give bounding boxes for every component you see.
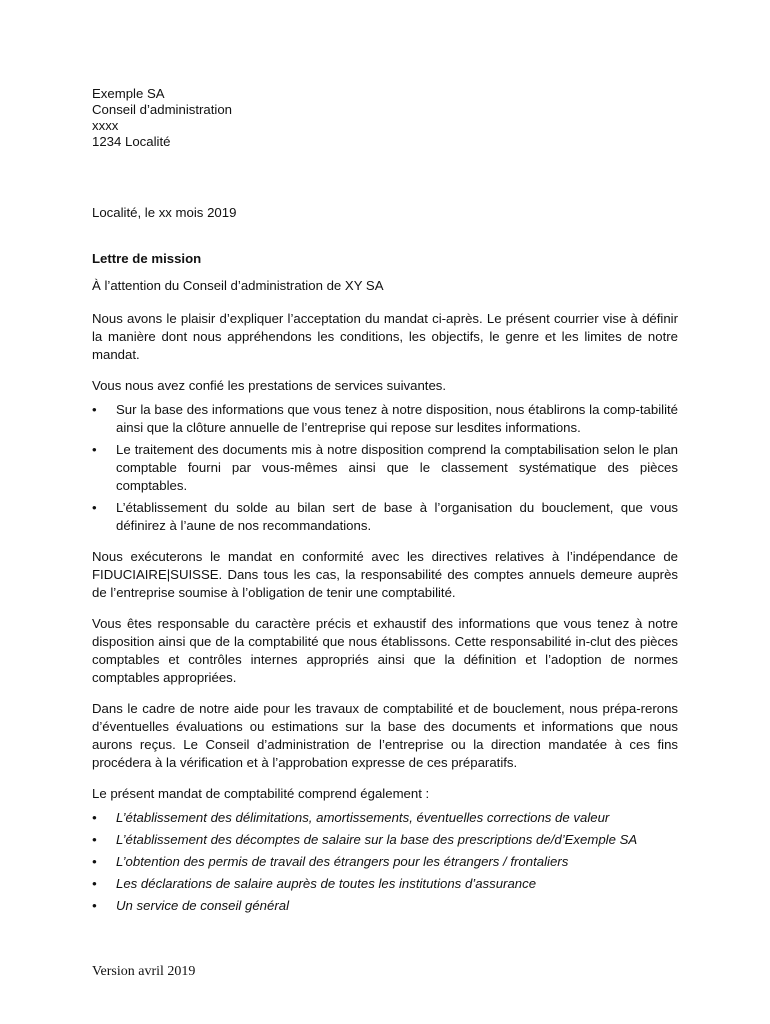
list-item: • Un service de conseil général xyxy=(92,898,289,913)
bullet-icon: • xyxy=(92,854,97,869)
bullet-icon: • xyxy=(92,832,97,847)
paragraph-responsibility: Vous êtes responsable du caractère précis et exhaustif des informations que vous tenez à notre disposition ainsi que de la comptabilité que nous établissons. Cette responsabilité in-clut des pièces comptables et contrôles internes appropriés ainsi que la définition et l’adoption de normes comptables appropriées. xyxy=(92,616,678,685)
bullet-icon: • xyxy=(92,442,97,457)
address-street: xxxx xyxy=(92,118,119,133)
address-city: 1234 Localité xyxy=(92,134,171,149)
services-list xyxy=(92,401,678,535)
services-intro: Vous nous avez confié les prestations de services suivantes. xyxy=(92,378,447,393)
list-item: • L’établissement des délimitations, amortissements, éventuelles corrections de valeur xyxy=(92,810,610,825)
paragraph-intro: Nous avons le plaisir d’expliquer l’acceptation du mandat ci-après. Le présent courrier vise à définir la manière dont nous appréhendons les conditions, les objectifs, le genre et les limites de notre mandat. xyxy=(92,311,678,362)
address-company: Exemple SA xyxy=(92,86,165,101)
page-footer: Version avril 2019 xyxy=(92,964,196,979)
letter-page xyxy=(92,86,678,928)
paragraph-estimates: Dans le cadre de notre aide pour les travaux de comptabilité et de bouclement, nous prépa-rerons d’éventuelles évaluations ou estimations sur la base des documents et informations que nous aurons reçus. Le Conseil d’administration de l’entreprise ou la direction mandatée à ces fins procédera à la vérification et à l’approbation expresse de ces préparatifs. xyxy=(92,701,678,770)
list-item: • Sur la base des informations que vous tenez à notre disposition, nous établirons la comp-tabilité ainsi que la clôture annuelle de l’entreprise qui repose sur lesdites informations. xyxy=(92,402,678,435)
bullet-icon: • xyxy=(92,402,97,417)
mandate-intro: Le présent mandat de comptabilité comprend également : xyxy=(92,786,430,801)
bullet-icon: • xyxy=(92,876,97,891)
list-item: • L’établissement du solde au bilan sert de base à l’organisation du bouclement, que vous définirez à l’aune de nos recommandations. xyxy=(92,500,678,533)
list-item: • Le traitement des documents mis à notre disposition comprend la comptabilisation selon le plan comptable fourni par vous-mêmes ainsi que le classement systématique des pièces comptables. xyxy=(92,442,678,493)
attention-line: À l’attention du Conseil d’administration de XY SA xyxy=(92,278,384,293)
list-item: • Les déclarations de salaire auprès de toutes les institutions d’assurance xyxy=(92,876,537,891)
list-item: • L’obtention des permis de travail des étrangers pour les étrangers / frontaliers xyxy=(92,854,569,869)
paragraph-independence: Nous exécuterons le mandat en conformité avec les directives relatives à l’indépendance de FIDUCIAIRE|SUISSE. Dans tous les cas, la responsabilité des comptes annuels demeure auprès de l’entreprise soumise à l’obligation de tenir une comptabilité. xyxy=(92,549,678,600)
date-line: Localité, le xx mois 2019 xyxy=(92,205,237,220)
recipient-address xyxy=(92,86,678,150)
bullet-icon: • xyxy=(92,500,97,515)
list-item: • L’établissement des décomptes de salaire sur la base des prescriptions de/d’Exemple SA xyxy=(92,832,638,847)
address-board: Conseil d’administration xyxy=(92,102,233,117)
bullet-icon: • xyxy=(92,898,97,913)
bullet-icon: • xyxy=(92,810,97,825)
letter-subject: Lettre de mission xyxy=(92,251,202,266)
mandate-list xyxy=(92,809,678,915)
